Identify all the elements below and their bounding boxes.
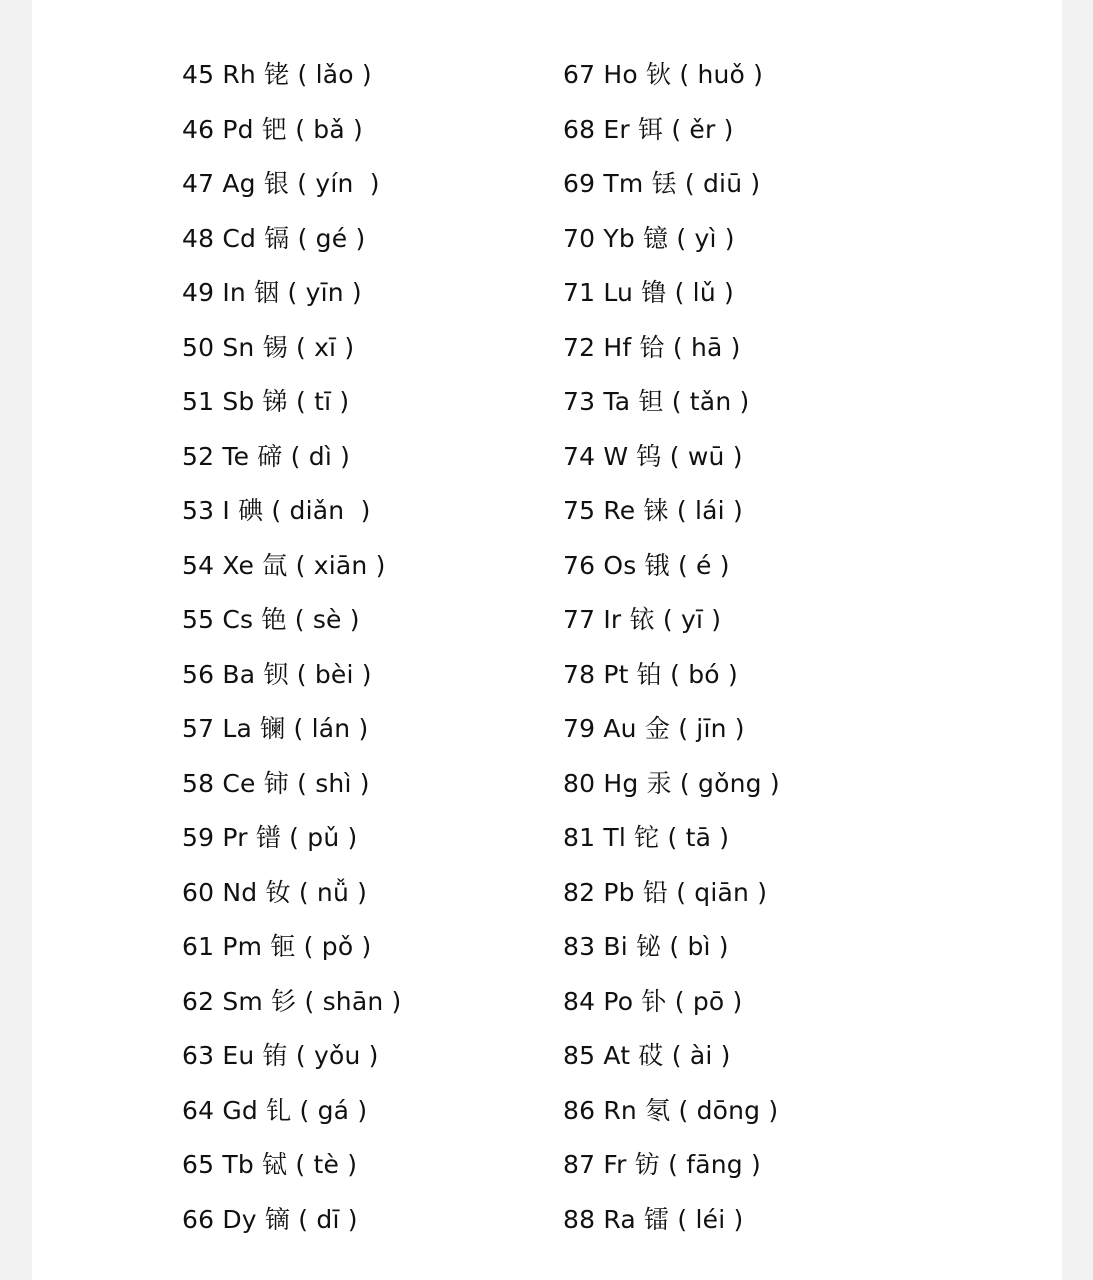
element-entry-49: 49 In 铟 ( yīn ) <box>182 278 362 307</box>
element-entry-80: 80 Hg 汞 ( gǒng ) <box>563 768 780 798</box>
element-entry-55: 55 Cs 铯 ( sè ) <box>182 605 360 634</box>
element-entry-68: 68 Er 铒 ( ěr ) <box>563 114 734 144</box>
element-entry-70: 70 Yb 镱 ( yì ) <box>563 223 735 253</box>
element-entry-73: 73 Ta 钽 ( tǎn ) <box>563 387 750 416</box>
element-entry-51: 51 Sb 锑 ( tī ) <box>182 387 350 416</box>
element-entry-52: 52 Te 碲 ( dì ) <box>182 441 351 471</box>
element-entry-45: 45 Rh 铑 ( lǎo ) <box>182 60 372 89</box>
element-entry-59: 59 Pr 镨 ( pǔ ) <box>182 823 358 852</box>
element-entry-63: 63 Eu 铕 ( yǒu ) <box>182 1041 379 1070</box>
element-entry-46: 46 Pd 钯 ( bǎ ) <box>182 114 363 144</box>
element-entry-47: 47 Ag 银 ( yín ) <box>182 169 380 198</box>
element-entry-65: 65 Tb 铽 ( tè ) <box>182 1150 358 1179</box>
element-list-left <box>182 48 402 1247</box>
element-entry-72: 72 Hf 铪 ( hā ) <box>563 332 741 362</box>
element-entry-62: 62 Sm 钐 ( shān ) <box>182 986 402 1016</box>
element-entry-56: 56 Ba 钡 ( bèi ) <box>182 659 372 689</box>
element-entry-50: 50 Sn 锡 ( xī ) <box>182 332 355 362</box>
element-entry-84: 84 Po 钋 ( pō ) <box>563 986 743 1016</box>
element-entry-54: 54 Xe 氙 ( xiān ) <box>182 550 386 580</box>
element-entry-48: 48 Cd 镉 ( gé ) <box>182 223 366 253</box>
element-entry-88: 88 Ra 镭 ( léi ) <box>563 1204 744 1234</box>
element-entry-77: 77 Ir 铱 ( yī ) <box>563 605 722 634</box>
element-entry-64: 64 Gd 钆 ( gá ) <box>182 1095 368 1125</box>
element-entry-83: 83 Bi 铋 ( bì ) <box>563 932 729 961</box>
element-entry-60: 60 Nd 钕 ( nǚ ) <box>182 877 368 907</box>
element-entry-75: 75 Re 铼 ( lái ) <box>563 496 743 525</box>
element-list-right <box>563 48 780 1247</box>
element-entry-57: 57 La 镧 ( lán ) <box>182 714 369 743</box>
element-entry-87: 87 Fr 钫 ( fāng ) <box>563 1150 761 1179</box>
element-entry-66: 66 Dy 镝 ( dī ) <box>182 1204 358 1234</box>
element-entry-82: 82 Pb 铅 ( qiān ) <box>563 877 768 907</box>
element-entry-79: 79 Au 金 ( jīn ) <box>563 714 745 743</box>
element-entry-71: 71 Lu 镥 ( lǔ ) <box>563 278 734 307</box>
element-entry-78: 78 Pt 铂 ( bó ) <box>563 659 738 689</box>
element-entry-67: 67 Ho 钬 ( huǒ ) <box>563 60 764 89</box>
element-entry-61: 61 Pm 钷 ( pǒ ) <box>182 932 372 961</box>
element-entry-58: 58 Ce 铈 ( shì ) <box>182 768 370 798</box>
element-entry-85: 85 At 砹 ( ài ) <box>563 1041 731 1070</box>
element-entry-76: 76 Os 锇 ( é ) <box>563 550 730 580</box>
document-page <box>32 0 1062 1280</box>
element-entry-86: 86 Rn 氡 ( dōng ) <box>563 1095 779 1125</box>
element-entry-81: 81 Tl 铊 ( tā ) <box>563 823 730 852</box>
element-entry-69: 69 Tm 铥 ( diū ) <box>563 169 761 198</box>
element-entry-74: 74 W 钨 ( wū ) <box>563 441 743 471</box>
element-entry-53: 53 I 碘 ( diǎn ) <box>182 496 371 525</box>
